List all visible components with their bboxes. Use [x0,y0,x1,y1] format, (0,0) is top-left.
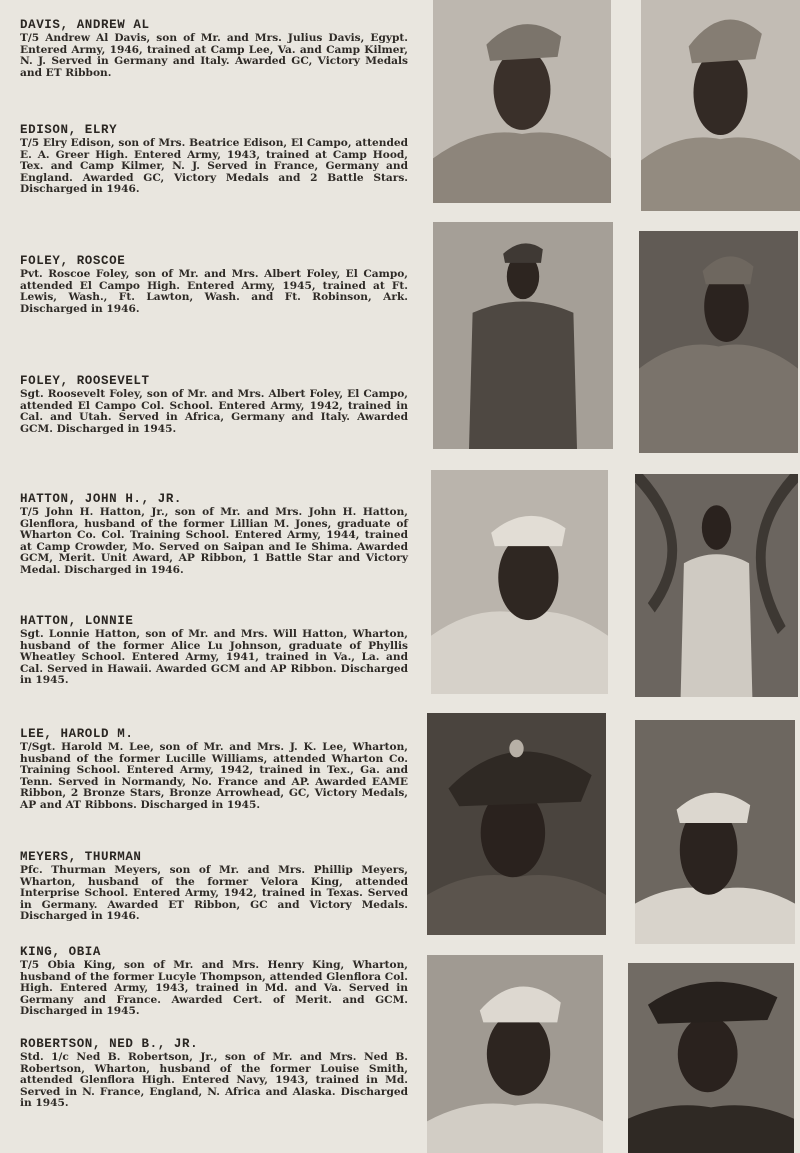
entry-name: ROBERTSON, NED B., JR. [20,1037,199,1051]
entry-edison [20,123,408,196]
entry-name: HATTON, JOHN H., JR. [20,492,183,506]
portrait-foley-roosevelt [639,231,798,453]
entry-name: HATTON, LONNIE [20,614,134,628]
portrait-robertson [628,963,794,1153]
entry-king [20,945,408,1018]
portrait-lee [427,713,606,935]
portrait-edison [641,0,800,211]
entry-name: FOLEY, ROSCOE [20,254,126,268]
entry-name: LEE, HAROLD M. [20,727,134,741]
portrait-image [427,955,603,1153]
portrait-meyers [635,720,795,944]
entry-foley-roosevelt [20,374,408,435]
entry-bio: Pvt. Roscoe Foley, son of Mr. and Mrs. Albert Foley, El Campo, attended El Campo High. Entered Army, 1945, trained at Ft. Lewis, Wash., Ft. Lawton, Wash. and Ft. Robinson, Ark. Discharged in 1946. [20,268,408,315]
portrait-hatton-john [431,470,608,694]
entry-davis [20,18,408,79]
entry-bio: Sgt. Roosevelt Foley, son of Mr. and Mrs. Albert Foley, El Campo, attended El Campo Col. School. Entered Army, 1942, trained in Cal. and Utah. Served in Africa, Germany and Italy. Awarded GCM. Discharged in 1945. [20,388,408,435]
portrait-image [635,720,795,944]
portrait-image [628,963,794,1153]
entry-bio: T/Sgt. Harold M. Lee, son of Mr. and Mrs. J. K. Lee, Wharton, husband of the former Lucille Williams, attended Wharton Co. Training School. Entered Army, 1942, trained in Tex., Ga. and Tenn. Served in Normandy, No. France and AP. Awarded EAME Ribbon, 2 Bronze Stars, Bronze Arrowhead, GC, Victory Medals, AP and AT Ribbons. Discharged in 1945. [20,741,408,811]
portrait-king [427,955,603,1153]
portrait-image [427,713,606,935]
entry-lee [20,727,408,812]
entry-name: MEYERS, THURMAN [20,850,142,864]
entry-name: EDISON, ELRY [20,123,118,137]
portrait-foley-roscoe [433,222,613,449]
portrait-image [635,474,798,697]
portrait-image [639,231,798,453]
entry-name: DAVIS, ANDREW AL [20,18,150,32]
portrait-image [431,470,608,694]
entry-name: FOLEY, ROOSEVELT [20,374,150,388]
entry-hatton-lonnie [20,614,408,687]
entry-bio: Sgt. Lonnie Hatton, son of Mr. and Mrs. Will Hatton, Wharton, husband of the former Alice Lu Johnson, graduate of Phyllis Wheatley School. Entered Army, 1941, trained in Va., La. and Cal. Served in Hawaii. Awarded GCM and AP Ribbon. Discharged in 1945. [20,628,408,687]
portrait-image [433,222,613,449]
entry-bio: T/5 John H. Hatton, Jr., son of Mr. and Mrs. John H. Hatton, Glenflora, husband of the former Lillian M. Jones, graduate of Wharton Co. Col. Training School. Entered Army, 1944, trained at Camp Crowder, Mo. Served on Saipan and Ie Shima. Awarded GCM, Merit. Unit Award, AP Ribbon, 1 Battle Star and Victory Medal. Discharged in 1946. [20,506,408,576]
entry-bio: T/5 Andrew Al Davis, son of Mr. and Mrs. Julius Davis, Egypt. Entered Army, 1946, trained at Camp Lee, Va. and Camp Kilmer, N. J. Served in Germany and Italy. Awarded GC, Victory Medals and ET Ribbon. [20,32,408,79]
entry-meyers [20,850,408,923]
entry-bio: Std. 1/c Ned B. Robertson, Jr., son of Mr. and Mrs. Ned B. Robertson, Wharton, husband of the former Louise Smith, attended Glenflora High. Entered Navy, 1943, trained in Md. Served in N. France, England, N. Africa and Alaska. Discharged in 1945. [20,1051,408,1110]
portrait-hatton-lonnie [635,474,798,697]
entry-robertson [20,1037,408,1110]
portrait-image [641,0,800,211]
entry-bio: Pfc. Thurman Meyers, son of Mr. and Mrs. Phillip Meyers, Wharton, husband of the former Velora King, attended Interprise School. Entered Army, 1942, trained in Texas. Served in Germany. Awarded ET Ribbon, GC and Victory Medals. Discharged in 1946. [20,864,408,923]
portrait-image [433,0,611,203]
entry-name: KING, OBIA [20,945,102,959]
portrait-davis [433,0,611,203]
entry-bio: T/5 Elry Edison, son of Mrs. Beatrice Edison, El Campo, attended E. A. Greer High. Entered Army, 1943, trained at Camp Hood, Tex. and Camp Kilmer, N. J. Served in France, Germany and England. Awarded GC, Victory Medals and 2 Battle Stars. Discharged in 1946. [20,137,408,196]
entry-hatton-john [20,492,408,577]
entry-foley-roscoe [20,254,408,315]
entry-bio: T/5 Obia King, son of Mr. and Mrs. Henry King, Wharton, husband of the former Lucyle Thompson, attended Glenflora Col. High. Entered Army, 1943, trained in Md. and Va. Served in Germany and France. Awarded Cert. of Merit. and GCM. Discharged in 1945. [20,959,408,1018]
